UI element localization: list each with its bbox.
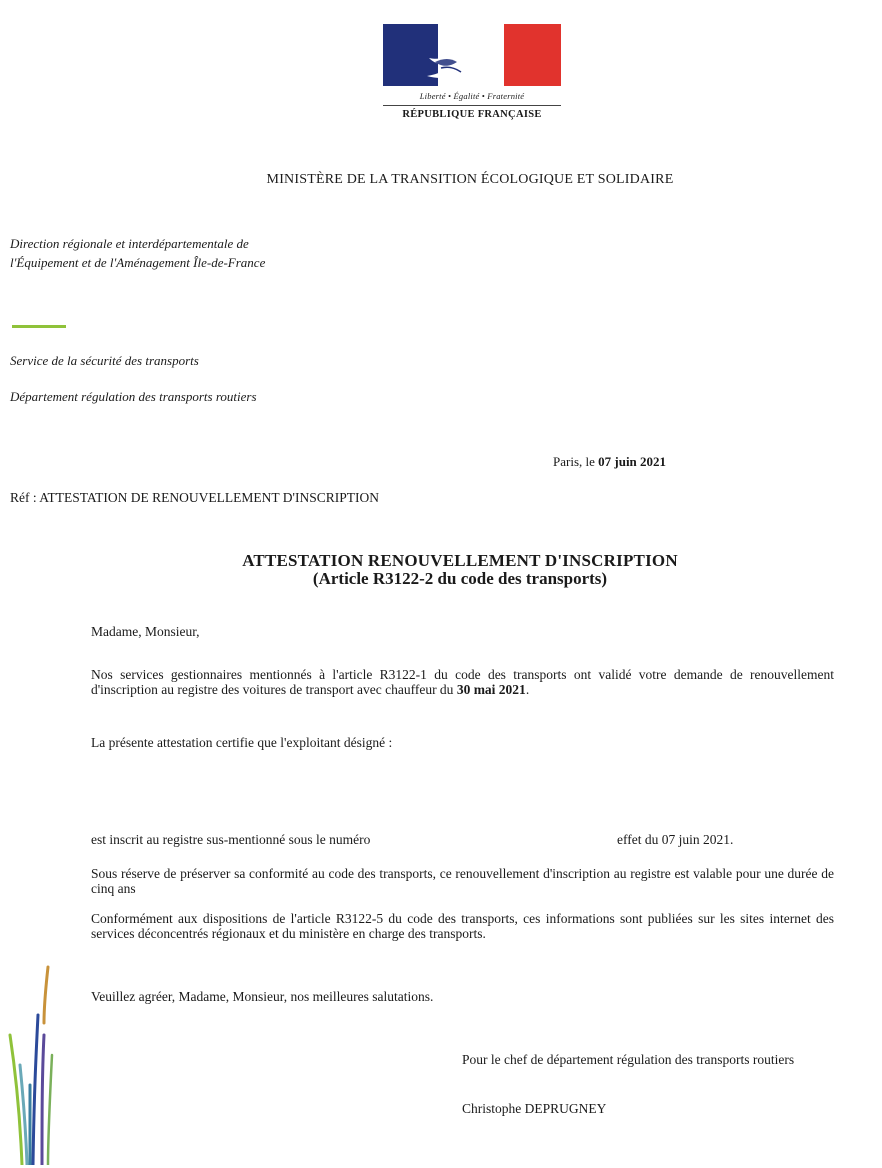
- paragraph-registration-start: est inscrit au registre sus-mentionné sous le numéro: [91, 832, 371, 847]
- redaction-block: [438, 826, 616, 848]
- document-title: ATTESTATION RENOUVELLEMENT D'INSCRIPTION: [242, 551, 678, 570]
- motto: Liberté • Égalité • Fraternité: [419, 91, 525, 101]
- logo-divider: [383, 105, 561, 106]
- marianne-profile-icon: [421, 28, 511, 84]
- departement-name: Département régulation des transports routiers: [10, 389, 257, 404]
- republique-francaise-label: RÉPUBLIQUE FRANÇAISE: [402, 109, 542, 120]
- paragraph-certification: La présente attestation certifie que l'exploitant désigné :: [91, 735, 393, 750]
- republique-francaise-logo: [383, 24, 561, 120]
- date-line: [553, 454, 666, 470]
- document-subtitle: (Article R3122-2 du code des transports): [312, 569, 608, 588]
- tricolor-flag: [383, 24, 561, 86]
- opening-salutation: Madame, Monsieur,: [91, 624, 200, 639]
- paragraph-validation: [91, 667, 834, 697]
- signatory-name: Christophe DEPRUGNEY: [462, 1101, 607, 1116]
- signature-role: Pour le chef de département régulation des transports routiers: [462, 1052, 795, 1067]
- ministry-name: MINISTÈRE DE LA TRANSITION ÉCOLOGIQUE ET SOLIDAIRE: [266, 172, 674, 187]
- service-name: Service de la sécurité des transports: [10, 353, 199, 368]
- green-divider: [12, 325, 66, 328]
- date-prefix: Paris, le: [553, 454, 599, 469]
- direction-line-1: Direction régionale et interdépartementale de: [10, 236, 249, 251]
- paragraph-validity: Sous réserve de préserver sa conformité au code des transports, ce renouvellement d'inscription au registre est valable pour une durée de cinq ans: [91, 866, 834, 896]
- paragraph-validation-end: .: [525, 682, 530, 697]
- paragraph-publication: Conformément aux dispositions de l'article R3122-5 du code des transports, ces informations sont publiées sur les sites internet des services déconcentrés régionaux et du ministère en charge des transports.: [91, 911, 834, 941]
- paragraph-registration-end: effet du 07 juin 2021.: [617, 832, 734, 847]
- date-value: 07 juin 2021: [598, 454, 667, 469]
- decorative-reeds-icon: [0, 965, 70, 1165]
- paragraph-validation-text: Nos services gestionnaires mentionnés à l'article R3122-1 du code des transports ont validé votre demande de renouvellement d'inscription au registre des voitures de transport avec chauffeur du: [91, 667, 834, 697]
- paragraph-validation-date: 30 mai 2021: [456, 682, 526, 697]
- closing-salutation: Veuillez agréer, Madame, Monsieur, nos meilleures salutations.: [91, 989, 434, 1004]
- reference-line: Réf : ATTESTATION DE RENOUVELLEMENT D'INSCRIPTION: [10, 490, 379, 505]
- direction-line-2: l'Équipement et de l'Aménagement Île-de-France: [10, 255, 266, 270]
